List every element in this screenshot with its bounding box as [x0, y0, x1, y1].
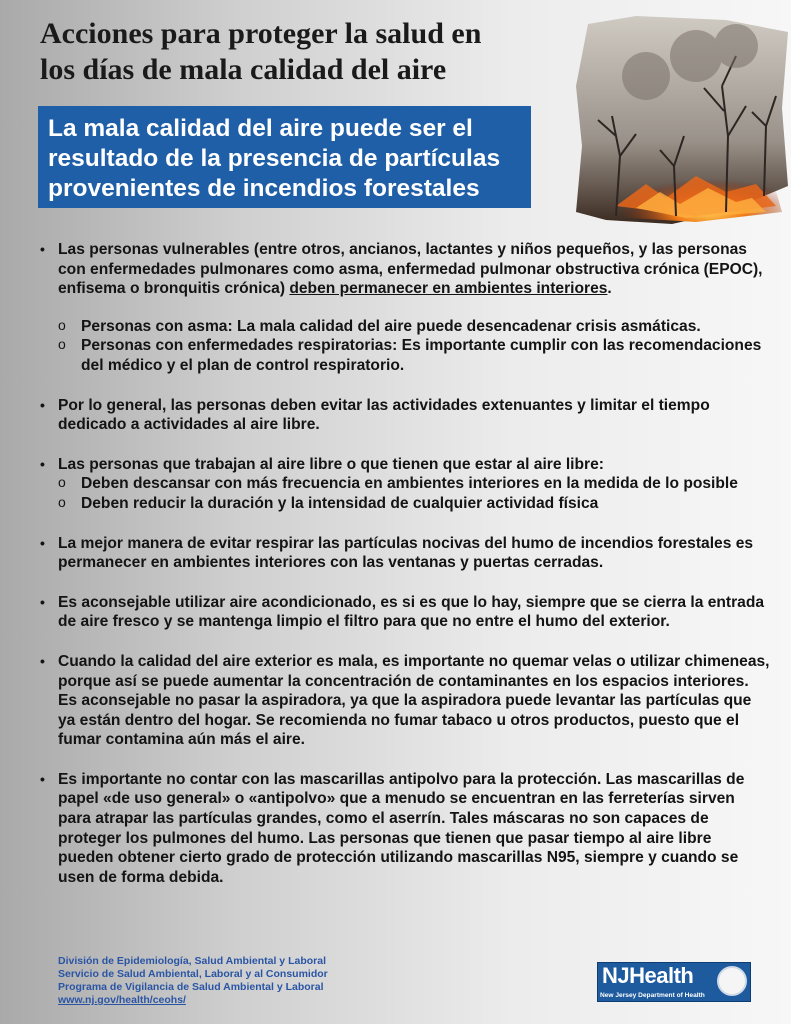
sub-list-item: o Deben reducir la duración y la intensidad de cualquier actividad física — [40, 494, 770, 514]
footer-program: Programa de Vigilancia de Salud Ambiental y Laboral — [58, 981, 324, 993]
guidance-list — [40, 240, 770, 887]
banner-line-2: resultado de la presencia de partículas — [48, 145, 501, 172]
sub-list-item: o Deben descansar con más frecuencia en ambientes interiores en la medida de lo posible — [40, 474, 770, 494]
banner-line-1: La mala calidad del aire puede ser el — [48, 115, 473, 142]
page-title-line-1: Acciones para proteger la salud en — [40, 17, 482, 50]
page-title — [40, 16, 580, 88]
banner-line-3: provenientes de incendios forestales — [48, 175, 480, 202]
logo-department: New Jersey Department of Health — [600, 992, 705, 999]
list-item — [40, 240, 770, 299]
footer-division: División de Epidemiología, Salud Ambiental y Laboral — [58, 955, 326, 967]
bullet-vulnerable-end: . — [607, 280, 612, 298]
wildfire-photo — [576, 16, 788, 224]
logo-health: Health — [629, 963, 694, 988]
footer-credits — [58, 955, 388, 1007]
sub-list-item: o Personas con enfermedades respiratorias: Es importante cumplir con las recomendaciones del médico y el plan de control respiratorio. — [40, 336, 770, 375]
list-item: • Las personas que trabajan al aire libre o que tienen que estar al aire libre: — [40, 455, 770, 475]
page-title-line-2: los días de mala calidad del aire — [40, 53, 447, 86]
subtitle-banner — [38, 106, 531, 208]
list-item: • Es importante no contar con las mascarillas antipolvo para la protección. Las mascarillas de papel «de uso general» o «antipolvo» que a menudo se encuentran en las ferreterías sirven para atrapar las partículas grandes, como el aserrín. Tales máscaras no son capaces de proteger los pulmones del humo. Las personas que tienen que pasar tiempo al aire libre pueden obtener cierto grado de protección utilizando mascarillas N95, siempre y cuando se usen de forma debida. — [40, 770, 770, 888]
footer-website-link[interactable]: www.nj.gov/health/ceohs/ — [58, 994, 186, 1006]
bullet-vulnerable-text: Las personas vulnerables (entre otros, ancianos, lactantes y niños pequeños, y las personas con enfermedades pulmonares como asma, enfermedad pulmonar obstructiva crónica (EPOC), enfisema o bronquitis crónica) — [58, 241, 763, 298]
list-item: • La mejor manera de evitar respirar las partículas nocivas del humo de incendios forestales es permanecer en ambientes interiores con las ventanas y puertas cerradas. — [40, 534, 770, 573]
logo-wordmark — [602, 964, 693, 988]
footer-service: Servicio de Salud Ambiental, Laboral y al Consumidor — [58, 968, 328, 980]
sub-list-item: o Personas con asma: La mala calidad del aire puede desencadenar crisis asmáticas. — [40, 317, 770, 337]
bullet-vulnerable-underlined: deben permanecer en ambientes interiores — [289, 280, 608, 298]
list-item: • Es aconsejable utilizar aire acondicionado, es si es que lo hay, siempre que se cierra la entrada de aire fresco y se mantenga limpio el filtro para que no entre el humo del exterior. — [40, 593, 770, 632]
list-item: • Por lo general, las personas deben evitar las actividades extenuantes y limitar el tiempo dedicado a actividades al aire libre. — [40, 396, 770, 435]
nj-health-logo — [597, 962, 751, 1002]
nj-state-seal-icon — [717, 966, 747, 996]
logo-nj: NJ — [602, 963, 630, 988]
list-item: • Cuando la calidad del aire exterior es mala, es importante no quemar velas o utilizar chimeneas, porque así se puede aumentar la concentración de contaminantes en los espacios interiores. Es aconsejable no pasar la aspiradora, ya que la aspiradora puede levantar las partículas que ya están dentro del hogar. Se recomienda no fumar tabaco u otros productos, puesto que el fumar contamina aún más el aire. — [40, 652, 770, 750]
